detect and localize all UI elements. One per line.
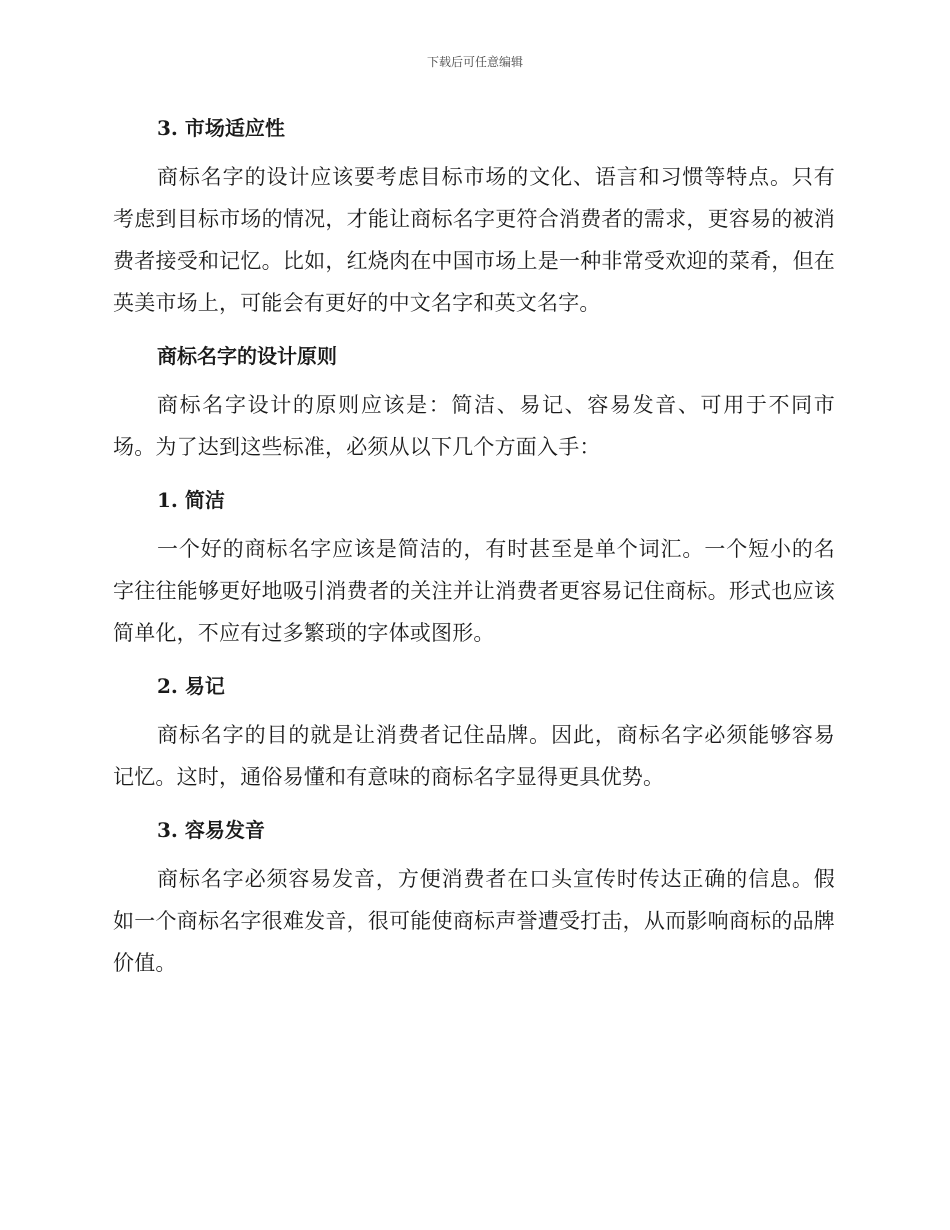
section-paragraph-easy-pronunciation: 商标名字必须容易发音，方便消费者在口头宣传时传达正确的信息。假如一个商标名字很难发音，很可能使商标声誉遭受打击，从而影响商标的品牌价值。 xyxy=(113,867,835,975)
section-heading-concise: 1. 简洁 xyxy=(157,488,225,512)
document-body xyxy=(113,108,835,996)
section-paragraph-memorable: 商标名字的目的就是让消费者记住品牌。因此，商标名字必须能够容易记忆。这时，通俗易懂和有意味的商标名字显得更具优势。 xyxy=(113,723,835,789)
section-heading-market-adaptability: 3. 市场适应性 xyxy=(157,116,285,140)
page-header: 下载后可任意编辑 xyxy=(426,55,523,69)
section-paragraph-market-adaptability: 商标名字的设计应该要考虑目标市场的文化、语言和习惯等特点。只有考虑到目标市场的情况，才能让商标名字更符合消费者的需求，更容易的被消费者接受和记忆。比如，红烧肉在中国市场上是一种非常受欢迎的菜肴，但在英美市场上，可能会有更好的中文名字和英文名字。 xyxy=(113,165,835,315)
section-paragraph-design-principles: 商标名字设计的原则应该是：简洁、易记、容易发音、可用于不同市场。为了达到这些标准，必须从以下几个方面入手： xyxy=(113,393,835,459)
section-paragraph-concise: 一个好的商标名字应该是简洁的，有时甚至是单个词汇。一个短小的名字往往能够更好地吸引消费者的关注并让消费者更容易记住商标。形式也应该简单化，不应有过多繁琐的字体或图形。 xyxy=(113,537,835,645)
section-heading-memorable: 2. 易记 xyxy=(157,674,225,698)
section-heading-easy-pronunciation: 3. 容易发音 xyxy=(157,818,265,842)
section-heading-design-principles: 商标名字的设计原则 xyxy=(157,344,337,368)
